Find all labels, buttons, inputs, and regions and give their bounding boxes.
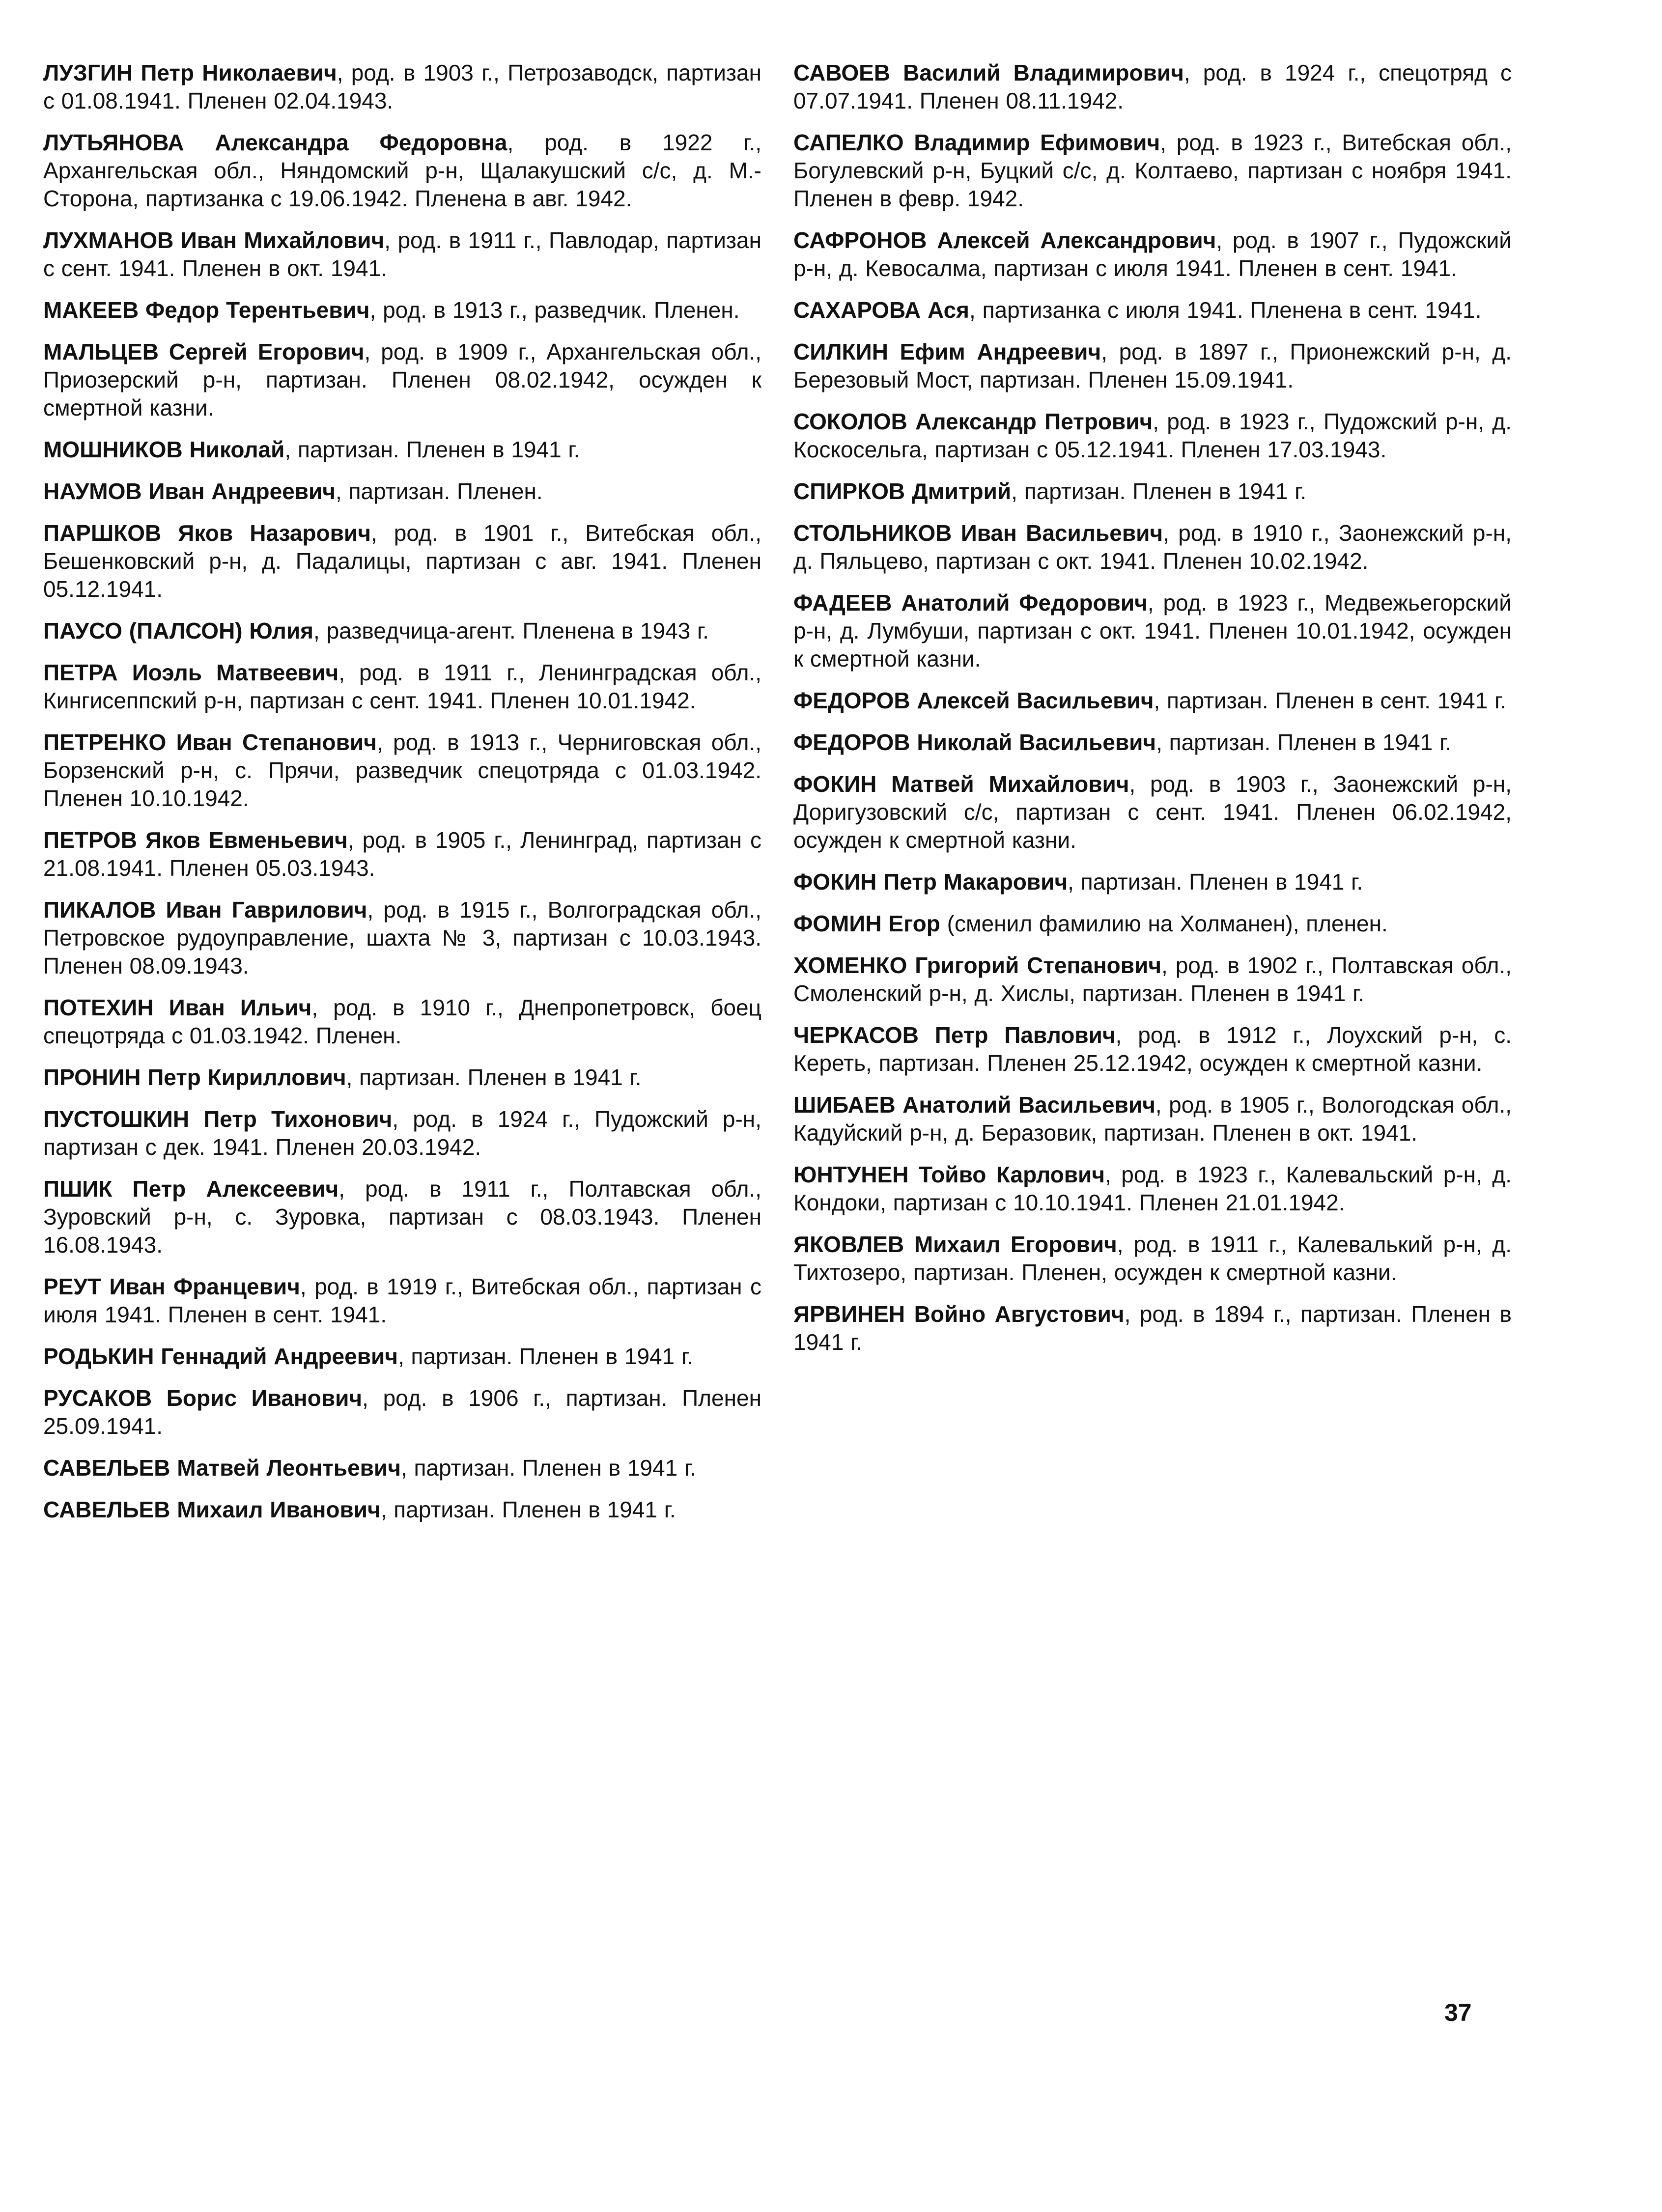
list-entry [793, 1021, 1512, 1077]
entry-name: ПЕТРЕНКО Иван Степанович [43, 729, 377, 755]
list-entry [793, 910, 1512, 938]
list-entry [43, 1454, 761, 1482]
page-number: 37 [1444, 1999, 1472, 2026]
list-entry [793, 519, 1512, 575]
entry-name: ФЕДОРОВ Алексей Васильевич [793, 688, 1154, 713]
entry-details: , род. в 1911 г., Калевалький р-н, д. Тихтозеро, партизан. Пленен, осужден к смертной казни. [793, 1232, 1512, 1285]
entry-name: ЯКОВЛЕВ Михаил Егорович [793, 1232, 1117, 1257]
entry-details: , род. в 1919 г., Витебская обл., партизан с июля 1941. Пленен в сент. 1941. [43, 1274, 761, 1327]
entry-details: , партизан. Пленен в сент. 1941 г. [1154, 688, 1506, 713]
list-entry [43, 896, 761, 980]
entry-details: , партизан. Пленен в 1941 г. [380, 1497, 676, 1522]
entry-details: , партизан. Пленен в 1941 г. [400, 1455, 696, 1481]
entry-name: САФРОНОВ Алексей Александрович [793, 227, 1216, 253]
entry-details: , род. в 1923 г., Калевальский р-н, д. Кондоки, партизан с 10.10.1941. Пленен 21.01.1942. [793, 1162, 1512, 1215]
list-entry [793, 338, 1512, 394]
entry-details: , род. в 1923 г., Витебская обл., Богулевский р-н, Буцкий с/с, д. Колтаево, партизан с ноября 1941. Пленен в февр. 1942. [793, 130, 1512, 211]
entry-details: , род. в 1907 г., Пудожский р-н, д. Кевосалма, партизан с июля 1941. Пленен в сент. 1941. [793, 227, 1512, 281]
entry-details: , род. в 1912 г., Лоухский р-н, с. Кереть, партизан. Пленен 25.12.1942, осужден к смертной казни. [793, 1022, 1512, 1076]
list-entry [793, 1300, 1512, 1356]
entry-details: , род. в 1897 г., Прионежский р-н, д. Березовый Мост, партизан. Пленен 15.09.1941. [793, 339, 1512, 392]
list-entry [793, 589, 1512, 673]
entry-details: , род. в 1924 г., спецотряд с 07.07.1941. Пленен 08.11.1942. [793, 60, 1512, 113]
list-entry [43, 1175, 761, 1259]
list-entry [793, 770, 1512, 854]
list-entry [43, 296, 761, 324]
entry-name: ФОМИН Егор [793, 911, 940, 936]
right-column [793, 59, 1512, 1370]
entry-name: ПРОНИН Петр Кириллович [43, 1064, 346, 1090]
entry-details: , партизан. Пленен в 1941 г. [346, 1064, 642, 1090]
entry-name: МОШНИКОВ Николай [43, 437, 285, 462]
entry-name: ПЕТРА Иоэль Матвеевич [43, 660, 339, 685]
entry-details: , партизанка с июля 1941. Пленена в сент. 1941. [969, 297, 1482, 323]
entry-details: , род. в 1901 г., Витебская обл., Бешенковский р-н, д. Падалицы, партизан с авг. 1941. Пленен 05.12.1941. [43, 520, 761, 602]
list-entry [793, 59, 1512, 115]
entry-details: , род. в 1909 г., Архангельская обл., Приозерский р-н, партизан. Пленен 08.02.1942, осужден к смертной казни. [43, 339, 761, 420]
entry-details: , род. в 1923 г., Медвежьегорский р-н, д. Лумбуши, партизан с окт. 1941. Пленен 10.01.1942, осужден к смертной казни. [793, 590, 1512, 672]
list-entry [43, 1273, 761, 1329]
list-entry [43, 728, 761, 812]
entry-name: ФОКИН Матвей Михайлович [793, 771, 1129, 797]
list-entry [793, 1231, 1512, 1287]
entry-name: ПЕТРОВ Яков Евменьевич [43, 827, 348, 853]
entry-name: ПАУСО (ПАЛСОН) Юлия [43, 618, 314, 644]
entry-name: МАЛЬЦЕВ Сергей Егорович [43, 339, 365, 364]
entry-name: ПОТЕХИН Иван Ильич [43, 995, 312, 1020]
entry-name: ЮНТУНЕН Тойво Карлович [793, 1162, 1105, 1187]
entry-details: , род. в 1903 г., Заонежский р-н, Доригузовский с/с, партизан с сент. 1941. Пленен 06.02.1942, осужден к смертной казни. [793, 771, 1512, 853]
list-entry [793, 408, 1512, 464]
list-entry [793, 226, 1512, 282]
entry-details: , род. в 1915 г., Волгоградская обл., Петровское рудоуправление, шахта № 3, партизан с 10.03.1943. Пленен 08.09.1943. [43, 897, 762, 979]
list-entry [793, 687, 1512, 715]
list-entry [43, 826, 761, 882]
list-entry [793, 728, 1512, 756]
list-entry [793, 1161, 1512, 1217]
entry-name: СИЛКИН Ефим Андреевич [793, 339, 1101, 364]
list-entry [43, 226, 761, 282]
entry-details: , партизан. Пленен в 1941 г. [1156, 729, 1452, 755]
entry-name: ЯРВИНЕН Войно Августович [793, 1301, 1125, 1327]
list-entry [43, 1384, 761, 1440]
entry-name: ПАРШКОВ Яков Назарович [43, 520, 371, 546]
entry-details: , партизан. Пленен в 1941 г. [397, 1344, 693, 1369]
entry-name: САВЕЛЬЕВ Матвей Леонтьевич [43, 1455, 401, 1481]
entry-details: , род. в 1911 г., Ленинградская обл., Кингисеппский р-н, партизан с сент. 1941. Пленен 10.01.1942. [43, 660, 761, 713]
entry-name: ХОМЕНКО Григорий Степанович [793, 952, 1162, 978]
entry-details: , партизан. Пленен. [336, 478, 543, 504]
list-entry [43, 1496, 761, 1524]
entry-details: , род. в 1911 г., Павлодар, партизан с сент. 1941. Пленен в окт. 1941. [43, 227, 761, 281]
entry-name: ЛУЗГИН Петр Николаевич [43, 60, 337, 85]
entry-details: , род. в 1910 г., Днепропетровск, боец спецотряда с 01.03.1942. Пленен. [43, 995, 761, 1048]
list-entry [793, 296, 1512, 324]
entry-name: ЛУТЬЯНОВА Александра Федоровна [43, 130, 507, 155]
list-entry [43, 338, 761, 422]
entry-name: ФОКИН Петр Макарович [793, 869, 1068, 895]
entry-name: СТОЛЬНИКОВ Иван Васильевич [793, 520, 1163, 546]
entry-name: РУСАКОВ Борис Иванович [43, 1385, 363, 1411]
entry-details: , разведчица-агент. Пленена в 1943 г. [313, 618, 709, 644]
entry-details: , партизан. Пленен в 1941 г. [1068, 869, 1363, 895]
entry-details: , род. в 1923 г., Пудожский р-н, д. Коскосельга, партизан с 05.12.1941. Пленен 17.03.1943. [793, 409, 1512, 462]
entry-details: , род. в 1902 г., Полтавская обл., Смоленский р-н, д. Хислы, партизан. Пленен в 1941 г. [793, 952, 1512, 1006]
list-entry [43, 617, 761, 645]
left-column [43, 59, 761, 1538]
entry-name: ПШИК Петр Алексеевич [43, 1176, 339, 1202]
entry-details: , род. в 1905 г., Вологодская обл., Кадуйский р-н, д. Беразовик, партизан. Пленен в окт. 1941. [793, 1092, 1512, 1146]
entry-details: (сменил фамилию на Холманен), пленен. [940, 911, 1388, 936]
entry-name: САВЕЛЬЕВ Михаил Иванович [43, 1497, 381, 1522]
list-entry [43, 519, 761, 603]
entry-details: , род. в 1910 г., Заонежский р-н, д. Пяльцево, партизан с окт. 1941. Пленен 10.02.1942. [793, 520, 1512, 574]
entry-details: , род. в 1911 г., Полтавская обл., Зуровский р-н, с. Зуровка, партизан с 08.03.1943. Пленен 16.08.1943. [43, 1176, 761, 1258]
list-entry [793, 129, 1512, 213]
entry-details: , партизан. Пленен в 1941 г. [1011, 478, 1307, 504]
list-entry [43, 59, 761, 115]
entry-details: , род. в 1906 г., партизан. Пленен 25.09.1941. [43, 1385, 761, 1439]
entry-details: , род. в 1924 г., Пудожский р-н, партизан с дек. 1941. Пленен 20.03.1942. [43, 1106, 761, 1160]
entry-name: НАУМОВ Иван Андреевич [43, 478, 336, 504]
list-entry [43, 129, 761, 213]
entry-name: ПУСТОШКИН Петр Тихонович [43, 1106, 393, 1132]
list-entry [43, 477, 761, 505]
entry-name: ФАДЕЕВ Анатолий Федорович [793, 590, 1148, 616]
entry-name: РОДЬКИН Геннадий Андреевич [43, 1344, 398, 1369]
entry-name: САХАРОВА Ася [793, 297, 970, 323]
list-entry [793, 1091, 1512, 1147]
entry-details: , род. в 1905 г., Ленинград, партизан с 21.08.1941. Пленен 05.03.1943. [43, 827, 761, 881]
entry-details: , род. в 1894 г., партизан. Пленен в 1941 г. [793, 1301, 1512, 1355]
list-entry [43, 1343, 761, 1371]
entry-name: РЕУТ Иван Францевич [43, 1274, 300, 1299]
list-entry [43, 436, 761, 464]
entry-name: ЧЕРКАСОВ Петр Павлович [793, 1022, 1116, 1048]
entry-name: ФЕДОРОВ Николай Васильевич [793, 729, 1156, 755]
list-entry [793, 868, 1512, 896]
entry-name: САВОЕВ Василий Владимирович [793, 60, 1184, 85]
entry-name: СПИРКОВ Дмитрий [793, 478, 1012, 504]
list-entry [43, 659, 761, 715]
list-entry [43, 994, 761, 1050]
list-entry [43, 1105, 761, 1161]
entry-details: , род. в 1913 г., разведчик. Пленен. [369, 297, 740, 323]
entry-details: , партизан. Пленен в 1941 г. [284, 437, 580, 462]
list-entry [793, 952, 1512, 1008]
entry-name: ШИБАЕВ Анатолий Васильевич [793, 1092, 1155, 1118]
entry-details: , род. в 1903 г., Петрозаводск, партизан с 01.08.1941. Пленен 02.04.1943. [43, 60, 761, 113]
entry-name: ПИКАЛОВ Иван Гаврилович [43, 897, 367, 923]
list-entry [793, 477, 1512, 505]
entry-name: ЛУХМАНОВ Иван Михайлович [43, 227, 385, 253]
entry-name: САПЕЛКО Владимир Ефимович [793, 130, 1160, 155]
list-entry [43, 1064, 761, 1092]
entry-name: МАКЕЕВ Федор Терентьевич [43, 297, 370, 323]
entry-details: , род. в 1913 г., Черниговская обл., Борзенский р-н, с. Прячи, разведчик спецотряда с 01.03.1942. Пленен 10.10.1942. [43, 729, 761, 811]
entry-name: СОКОЛОВ Александр Петрович [793, 409, 1153, 434]
entry-details: , род. в 1922 г., Архангельская обл., Няндомский р-н, Щалакушский с/с, д. М.-Сторона, партизанка с 19.06.1942. Пленена в авг. 1942. [43, 130, 761, 211]
